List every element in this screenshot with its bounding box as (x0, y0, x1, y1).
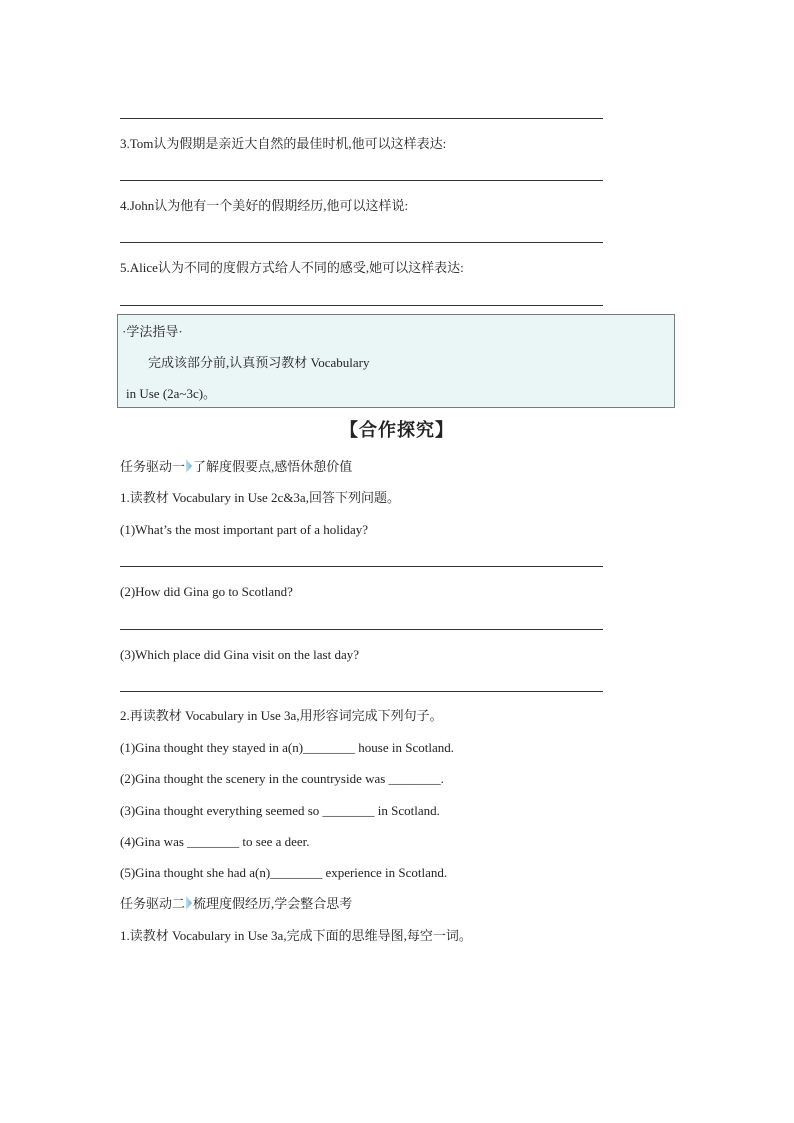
section-title: 【合作探究】 (340, 420, 454, 441)
task-1-answer-line-1[interactable] (120, 566, 603, 567)
answer-line-3[interactable] (120, 180, 603, 181)
answer-line-2[interactable] (120, 118, 603, 119)
task-1-instruction: 1.读教材 Vocabulary in Use 2c&3a,回答下列问题。 (120, 490, 400, 505)
fill-blank-1[interactable]: ________ (303, 740, 356, 755)
task-2-heading (120, 896, 352, 912)
fill-blank-5[interactable]: ________ (270, 865, 323, 880)
question-5: 5.Alice认为不同的度假方式给人不同的感受,她可以这样表达: (120, 260, 464, 275)
answer-line-5[interactable] (120, 305, 603, 306)
fill-sentence-3: (3)Gina thought everything seemed so ________ in Scotland. (120, 803, 440, 818)
task-1-answer-line-2[interactable] (120, 629, 603, 630)
task-1-heading (120, 459, 352, 475)
arrow-marker-icon (186, 896, 192, 910)
question-4: 4.John认为他有一个美好的假期经历,他可以这样说: (120, 198, 409, 213)
study-tip-heading: ·学法指导· (122, 324, 183, 339)
task-1-question-3: (3)Which place did Gina visit on the last day? (120, 647, 359, 662)
task-1-prefix: 任务驱动一 (120, 459, 186, 474)
task-2-title: 梳理度假经历,学会整合思考 (193, 896, 353, 911)
task-1-title: 了解度假要点,感悟休憩价值 (193, 459, 353, 474)
arrow-marker-icon (186, 459, 192, 473)
study-tip-box (117, 314, 675, 408)
task-2-instruction: 1.读教材 Vocabulary in Use 3a,完成下面的思维导图,每空一词。 (120, 928, 472, 943)
fill-blank-3[interactable]: ________ (322, 803, 375, 818)
fill-sentence-2: (2)Gina thought the scenery in the countryside was ________. (120, 771, 444, 786)
fill-sentence-4: (4)Gina was ________ to see a deer. (120, 834, 310, 849)
task-1-question-2: (2)How did Gina go to Scotland? (120, 584, 293, 599)
task-1-answer-line-3[interactable] (120, 691, 603, 692)
fill-sentence-1: (1)Gina thought they stayed in a(n)________ house in Scotland. (120, 740, 454, 755)
task-1-instruction-2: 2.再读教材 Vocabulary in Use 3a,用形容词完成下列句子。 (120, 708, 443, 723)
fill-blank-4[interactable]: ________ (187, 834, 240, 849)
task-1-question-1: (1)What’s the most important part of a holiday? (120, 522, 369, 537)
task-2-prefix: 任务驱动二 (120, 896, 186, 911)
question-3: 3.Tom认为假期是亲近大自然的最佳时机,他可以这样表达: (120, 136, 447, 151)
fill-blank-2[interactable]: ________ (388, 771, 441, 786)
study-tip-line-2: in Use (2a~3c)。 (126, 386, 217, 401)
answer-line-4[interactable] (120, 242, 603, 243)
study-tip-line-1: 完成该部分前,认真预习教材 Vocabulary (148, 355, 370, 370)
fill-sentence-5: (5)Gina thought she had a(n)________ experience in Scotland. (120, 865, 448, 880)
